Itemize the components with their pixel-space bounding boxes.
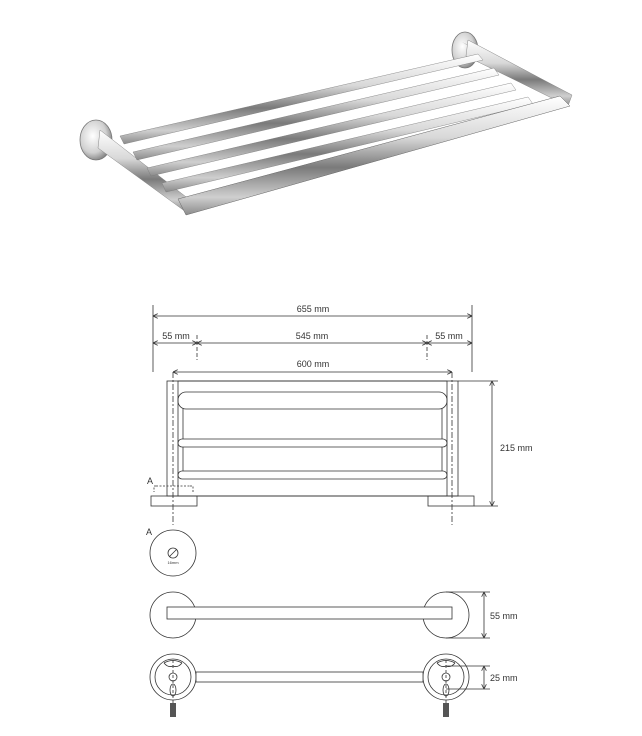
inner-width-label: 600 mm [296,359,330,369]
detail-a-view [150,530,196,576]
overall-width-label: 655 mm [296,304,330,314]
product-rendering [80,32,572,215]
left-wall-screw-icon [170,703,176,717]
left-flange-side [151,496,197,506]
top-view-drawing [150,592,490,638]
top-bar [167,607,452,619]
center-span-label: 545 mm [295,331,329,341]
left-offset-label: 55 mm [162,331,190,341]
right-flange-side [428,496,474,506]
screw-size-label: 16mm [167,560,179,565]
right-wall-screw-icon [443,703,449,717]
height-label: 215 mm [500,443,533,453]
right-offset-label: 55 mm [435,331,463,341]
detail-a-title: A [146,527,153,537]
mount-spacing-label: 25 mm [490,673,518,683]
mounting-view-drawing [150,654,490,712]
depth-label: 55 mm [490,611,518,621]
bottom-bar [196,672,423,682]
detail-a-marker: A [147,476,154,486]
rails [120,54,570,215]
